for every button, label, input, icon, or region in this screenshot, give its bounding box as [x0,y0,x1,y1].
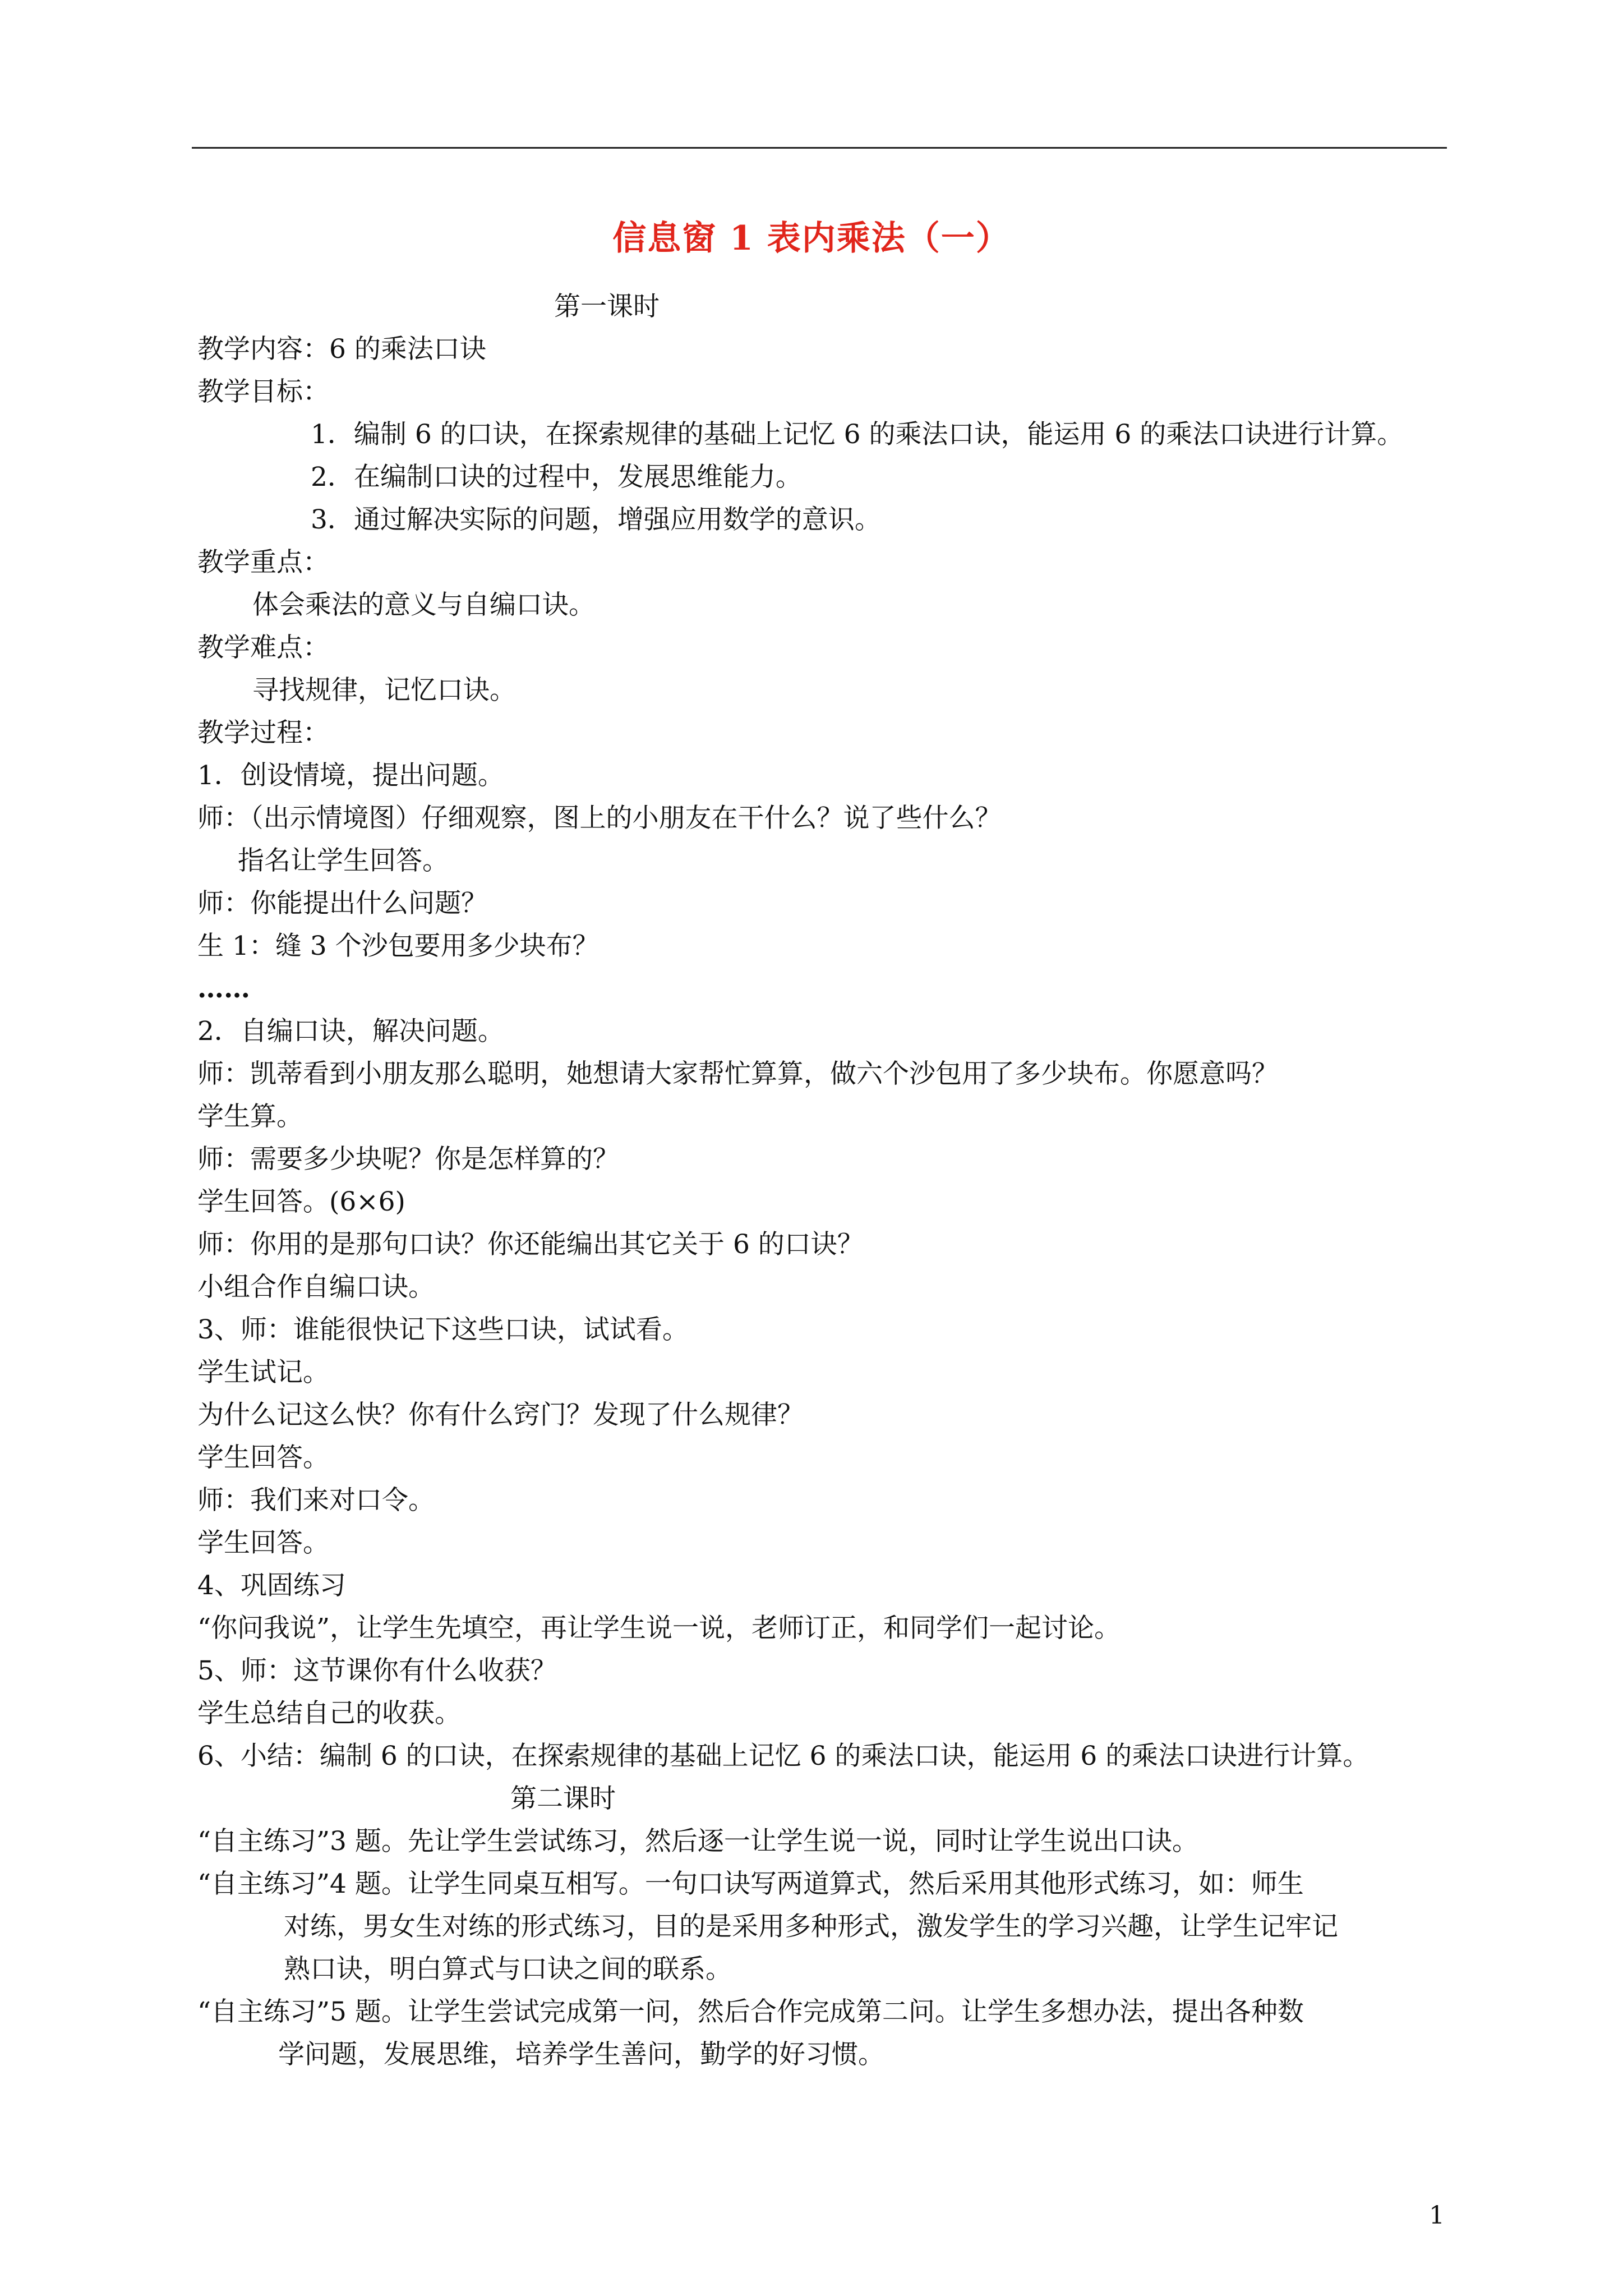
goals-label: 教学目标： [197,376,329,407]
goal-item: 1．编制 6 的口诀，在探索规律的基础上记忆 6 的乘法口诀，能运用 6 的乘法口诀进行计算。 [311,419,1404,450]
process-line: 师：凯蒂看到小朋友那么聪明，她想请大家帮忙算算，做六个沙包用了多少块布。你愿意吗？ [197,1059,1278,1089]
process-line: 小组合作自编口诀。 [197,1272,435,1303]
key-label: 教学重点： [197,547,329,578]
goal-item: 3．通过解决实际的问题，增强应用数学的意识。 [311,504,881,535]
process-line: 5、师：这节课你有什么收获？ [197,1655,557,1686]
process-line: “你问我说”，让学生先填空，再让学生说一说，老师订正，和同学们一起讨论。 [197,1613,1121,1644]
process-line: 指名让学生回答。 [238,845,449,876]
process-line: 3、师：谁能很快记下这些口诀，试试看。 [197,1314,689,1345]
process-line: 师：我们来对口令。 [197,1485,435,1516]
process-line: 学生回答。 [197,1527,329,1558]
exercise-5-line: 学问题，发展思维，培养学生善问，勤学的好习惯。 [278,2039,884,2070]
process-line: 师：（出示情境图）仔细观察，图上的小朋友在干什么？说了些什么？ [197,803,1002,834]
process-line: 6、小结：编制 6 的口诀，在探索规律的基础上记忆 6 的乘法口诀，能运用 6 的乘法口诀进行计算。 [197,1741,1370,1772]
process-line: 学生试记。 [197,1357,329,1388]
process-line: 生 1：缝 3 个沙包要用多少块布？ [197,931,599,961]
lesson1-heading: 第一课时 [554,291,660,322]
process-label: 教学过程： [197,717,329,748]
process-line: 学生算。 [197,1101,303,1132]
exercise-5-line: “自主练习”5 题。让学生尝试完成第一问，然后合作完成第二问。让学生多想办法，提出各种数 [197,1996,1304,2027]
lesson2-heading: 第二课时 [510,1783,616,1814]
process-line: 师：需要多少块呢？你是怎样算的？ [197,1144,619,1175]
process-line: 师：你能提出什么问题？ [197,888,487,919]
header-rule [192,147,1447,149]
process-line: 学生总结自己的收获。 [197,1698,461,1729]
page-number: 1 [1429,2201,1445,2230]
exercise-4-line: 对练，男女生对练的形式练习，目的是采用多种形式，激发学生的学习兴趣，让学生记牢记 [284,1911,1338,1942]
process-line: 1．创设情境，提出问题。 [197,760,504,791]
process-line: 学生回答。 [197,1442,329,1473]
process-ellipsis: …… [197,973,250,1004]
exercise-4-line: 熟口诀，明白算式与口诀之间的联系。 [284,1954,732,1985]
exercise-4-line: “自主练习”4 题。让学生同桌互相写。一句口诀写两道算式，然后采用其他形式练习，如：师生 [197,1869,1304,1899]
difficulty-label: 教学难点： [197,632,329,663]
document-title: 信息窗 1 表内乘法（一） [612,219,1011,258]
goal-item: 2．在编制口诀的过程中，发展思维能力。 [311,462,802,493]
exercise-3: “自主练习”3 题。先让学生尝试练习，然后逐一让学生说一说，同时让学生说出口诀。 [197,1826,1198,1857]
content-label: 教学内容：6 的乘法口诀 [197,334,486,365]
process-line: 师：你用的是那句口诀？你还能编出其它关于 6 的口诀？ [197,1229,864,1260]
process-line: 学生回答。(6×6) [197,1186,405,1217]
process-line: 2．自编口诀，解决问题。 [197,1016,504,1047]
process-line: 4、巩固练习 [197,1570,346,1601]
difficulty-text: 寻找规律，记忆口诀。 [252,675,516,706]
key-text: 体会乘法的意义与自编口诀。 [252,590,595,620]
process-line: 为什么记这么快？你有什么窍门？发现了什么规律？ [197,1400,804,1430]
